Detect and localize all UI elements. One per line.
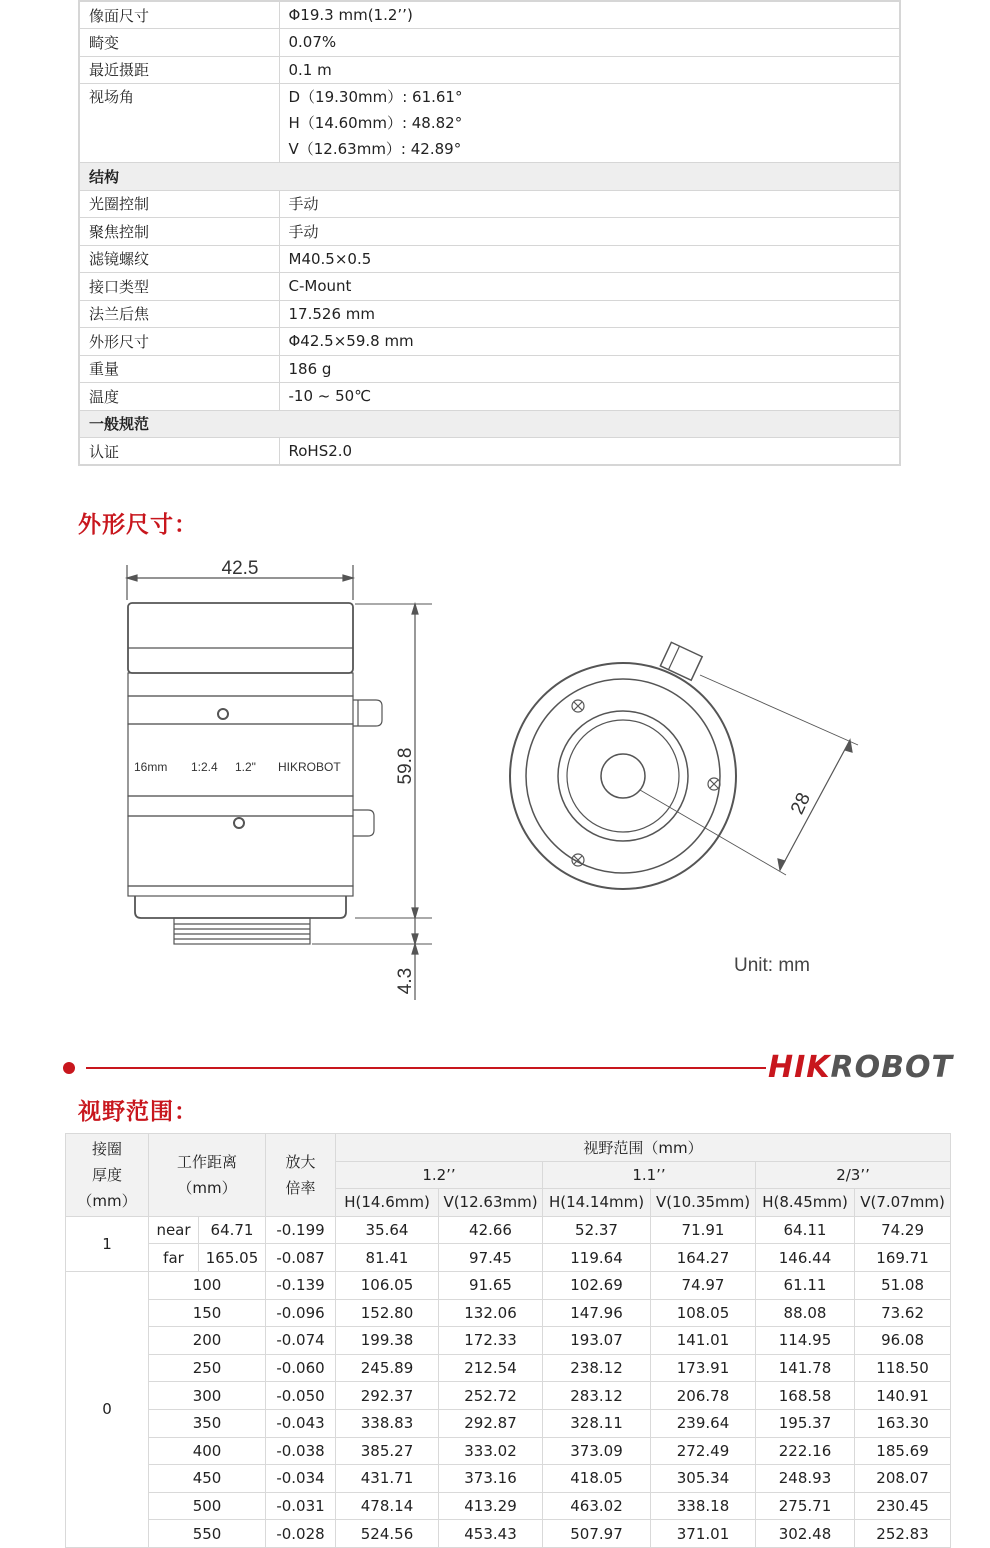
section-heading: 一般规范 xyxy=(79,410,900,438)
spec-value: C-Mount xyxy=(279,273,900,301)
unit-label: Unit: mm xyxy=(734,955,810,976)
cell: -0.096 xyxy=(266,1299,336,1327)
lens-aperture-text: 1:2.4 xyxy=(191,760,218,774)
spec-label: 重量 xyxy=(79,355,279,383)
format-1-1: 1.1’’ xyxy=(543,1161,756,1189)
spec-value: 手动 xyxy=(279,218,900,246)
cell: 71.91 xyxy=(651,1216,756,1244)
working-distance-cell: 500 xyxy=(149,1492,266,1520)
cell: 163.30 xyxy=(855,1409,951,1437)
spec-value: M40.5×0.5 xyxy=(279,245,900,273)
spec-row-filter xyxy=(79,245,900,273)
spec-value: 186 g xyxy=(279,355,900,383)
focus-knob xyxy=(353,700,382,726)
working-distance-cell: 150 xyxy=(149,1299,266,1327)
spec-row-fov xyxy=(79,84,900,163)
cell: 96.08 xyxy=(855,1327,951,1355)
lens-band xyxy=(128,673,353,696)
cell: 74.29 xyxy=(855,1216,951,1244)
cell: 61.11 xyxy=(756,1271,855,1299)
lens-drawing xyxy=(0,540,990,1020)
lens-top-ring xyxy=(128,603,353,673)
working-distance-cell: 450 xyxy=(149,1465,266,1493)
lock-screw-icon xyxy=(234,818,244,828)
cell: 413.29 xyxy=(439,1492,543,1520)
fov-d: D（19.30mm）: 61.61° xyxy=(288,88,463,106)
cell: 106.05 xyxy=(336,1271,439,1299)
sub-header: V(12.63mm) xyxy=(439,1189,543,1217)
cell: 91.65 xyxy=(439,1271,543,1299)
spec-row-flange xyxy=(79,300,900,328)
cell: 245.89 xyxy=(336,1354,439,1382)
cell: 385.27 xyxy=(336,1437,439,1465)
fov-row-near xyxy=(66,1216,951,1244)
spec-row-iris xyxy=(79,190,900,218)
cell: 193.07 xyxy=(543,1327,651,1355)
spec-row-image-size xyxy=(79,1,900,29)
front-tab xyxy=(660,642,702,680)
header-spacer: 接圈 厚度 （mm） xyxy=(66,1134,149,1217)
header-working-distance: 工作距离 （mm） xyxy=(149,1134,266,1217)
spec-label: 光圈控制 xyxy=(79,190,279,218)
cell: -0.043 xyxy=(266,1409,336,1437)
spec-row-temperature xyxy=(79,383,900,411)
height-label: 59.8 xyxy=(395,747,416,785)
sub-header: H(14.14mm) xyxy=(543,1189,651,1217)
fov-body xyxy=(66,1271,951,1547)
lens-bottom xyxy=(135,896,346,918)
spec-label: 像面尺寸 xyxy=(79,1,279,29)
cell: 169.71 xyxy=(855,1244,951,1272)
divider-dot xyxy=(63,1062,75,1074)
cell: 248.93 xyxy=(756,1465,855,1493)
far-label: far xyxy=(149,1244,199,1272)
lens-band xyxy=(128,696,353,724)
fov-header-row xyxy=(66,1134,951,1162)
fov-table-row xyxy=(66,1382,951,1410)
cell: 524.56 xyxy=(336,1520,439,1548)
spec-row-mount xyxy=(79,273,900,301)
lens-focal-text: 16mm xyxy=(134,760,168,774)
lens-band xyxy=(128,796,353,816)
dimensions-title: 外形尺寸： xyxy=(78,512,198,538)
cell: 239.64 xyxy=(651,1409,756,1437)
cell: 173.91 xyxy=(651,1354,756,1382)
sub-header: V(10.35mm) xyxy=(651,1189,756,1217)
fov-table-row xyxy=(66,1437,951,1465)
spec-row-focus xyxy=(79,218,900,246)
spec-label: 滤镜螺纹 xyxy=(79,245,279,273)
cell: 185.69 xyxy=(855,1437,951,1465)
working-distance-cell: 200 xyxy=(149,1327,266,1355)
fov-table-row xyxy=(66,1520,951,1548)
spec-row-mod xyxy=(79,56,900,84)
spec-value: 0.1 m xyxy=(279,56,900,84)
spec-value: Φ19.3 mm(1.2’’) xyxy=(279,1,900,29)
fov-table-row xyxy=(66,1465,951,1493)
format-2-3: 2/3’’ xyxy=(756,1161,951,1189)
spec-value: RoHS2.0 xyxy=(279,438,900,466)
cell: 52.37 xyxy=(543,1216,651,1244)
sub-header: H(14.6mm) xyxy=(336,1189,439,1217)
spec-row-weight xyxy=(79,355,900,383)
fov-table-row xyxy=(66,1271,951,1299)
spec-row-dimension xyxy=(79,328,900,356)
fov-row-far xyxy=(66,1244,951,1272)
format-1-2: 1.2’’ xyxy=(336,1161,543,1189)
cell: 199.38 xyxy=(336,1327,439,1355)
working-distance-cell: 300 xyxy=(149,1382,266,1410)
fov-table-row xyxy=(66,1327,951,1355)
cell: 328.11 xyxy=(543,1409,651,1437)
cell: 302.48 xyxy=(756,1520,855,1548)
cell: 292.37 xyxy=(336,1382,439,1410)
working-distance-cell: 250 xyxy=(149,1354,266,1382)
spec-row-distortion xyxy=(79,29,900,57)
cell: 230.45 xyxy=(855,1492,951,1520)
spec-label: 接口类型 xyxy=(79,273,279,301)
header-fov: 视野范围（mm） xyxy=(336,1134,951,1162)
cell: -0.199 xyxy=(266,1216,336,1244)
cell: 119.64 xyxy=(543,1244,651,1272)
cell: -0.050 xyxy=(266,1382,336,1410)
cell: 152.80 xyxy=(336,1299,439,1327)
cell: 81.41 xyxy=(336,1244,439,1272)
spec-label: 最近摄距 xyxy=(79,56,279,84)
cell: 97.45 xyxy=(439,1244,543,1272)
lock-screw-icon xyxy=(218,709,228,719)
cell: 418.05 xyxy=(543,1465,651,1493)
cell: -0.139 xyxy=(266,1271,336,1299)
brand-divider xyxy=(60,1048,960,1088)
fov-v: V（12.63mm）: 42.89° xyxy=(288,140,462,158)
spec-label: 认证 xyxy=(79,438,279,466)
lens-brand-text: HIKROBOT xyxy=(278,760,341,774)
cell: 463.02 xyxy=(543,1492,651,1520)
cell: -0.087 xyxy=(266,1244,336,1272)
cell: 118.50 xyxy=(855,1354,951,1382)
cell: 141.01 xyxy=(651,1327,756,1355)
divider-line xyxy=(86,1067,766,1069)
cell: -0.038 xyxy=(266,1437,336,1465)
mount-label: 4.3 xyxy=(395,967,416,995)
cell: 292.87 xyxy=(439,1409,543,1437)
cell: 64.11 xyxy=(756,1216,855,1244)
cell: 305.34 xyxy=(651,1465,756,1493)
sub-header: H(8.45mm) xyxy=(756,1189,855,1217)
header-magnification: 放大 倍率 xyxy=(266,1134,336,1217)
cell: 212.54 xyxy=(439,1354,543,1382)
cell: 164.27 xyxy=(651,1244,756,1272)
cell: 373.16 xyxy=(439,1465,543,1493)
width-label: 42.5 xyxy=(221,558,259,579)
cell: 35.64 xyxy=(336,1216,439,1244)
iris-knob xyxy=(353,810,374,836)
spec-value xyxy=(279,84,900,163)
front-outer-ring xyxy=(510,663,736,889)
cell: -0.060 xyxy=(266,1354,336,1382)
cell: 252.72 xyxy=(439,1382,543,1410)
sub-header: V(7.07mm) xyxy=(855,1189,951,1217)
cell: 238.12 xyxy=(543,1354,651,1382)
spec-row-cert xyxy=(79,438,900,466)
spec-label: 视场角 xyxy=(79,84,279,163)
spec-table xyxy=(78,0,901,466)
spec-value: Φ42.5×59.8 mm xyxy=(279,328,900,356)
section-general xyxy=(79,410,900,438)
hikrobot-logo: HIKROBOT xyxy=(768,1050,953,1085)
arrow xyxy=(343,575,353,581)
cell: 206.78 xyxy=(651,1382,756,1410)
cell: 275.71 xyxy=(756,1492,855,1520)
cell: 371.01 xyxy=(651,1520,756,1548)
section-heading: 结构 xyxy=(79,163,900,191)
fov-table-row xyxy=(66,1409,951,1437)
cell: 478.14 xyxy=(336,1492,439,1520)
fov-table-row xyxy=(66,1354,951,1382)
cell: 252.83 xyxy=(855,1520,951,1548)
cell: 102.69 xyxy=(543,1271,651,1299)
cell: -0.074 xyxy=(266,1327,336,1355)
lens-band xyxy=(128,886,353,896)
cell: -0.034 xyxy=(266,1465,336,1493)
cell: 114.95 xyxy=(756,1327,855,1355)
spacer-cell: 1 xyxy=(66,1216,149,1271)
cell: 373.09 xyxy=(543,1437,651,1465)
cell: 64.71 xyxy=(199,1216,266,1244)
spec-value: 手动 xyxy=(279,190,900,218)
cell: 132.06 xyxy=(439,1299,543,1327)
spec-label: 畸变 xyxy=(79,29,279,57)
cell: 141.78 xyxy=(756,1354,855,1382)
working-distance-cell: 550 xyxy=(149,1520,266,1548)
working-distance-cell: 400 xyxy=(149,1437,266,1465)
fov-title: 视野范围： xyxy=(78,1099,198,1125)
spec-value: 0.07% xyxy=(279,29,900,57)
near-label: near xyxy=(149,1216,199,1244)
spec-label: 法兰后焦 xyxy=(79,300,279,328)
front-lens-ring xyxy=(558,711,688,841)
section-structure xyxy=(79,163,900,191)
front-inner-ring xyxy=(526,679,720,873)
cell: 172.33 xyxy=(439,1327,543,1355)
lens-lower-ring xyxy=(128,816,353,886)
fov-table xyxy=(65,1133,951,1548)
cell: 42.66 xyxy=(439,1216,543,1244)
front-aperture xyxy=(601,754,645,798)
cell: 74.97 xyxy=(651,1271,756,1299)
cell: 73.62 xyxy=(855,1299,951,1327)
working-distance-cell: 100 xyxy=(149,1271,266,1299)
cell: 108.05 xyxy=(651,1299,756,1327)
spec-label: 聚焦控制 xyxy=(79,218,279,246)
cell: 195.37 xyxy=(756,1409,855,1437)
fov-h: H（14.60mm）: 48.82° xyxy=(288,114,463,132)
cell: 507.97 xyxy=(543,1520,651,1548)
cell: 453.43 xyxy=(439,1520,543,1548)
cell: 146.44 xyxy=(756,1244,855,1272)
cell: -0.031 xyxy=(266,1492,336,1520)
spec-value: 17.526 mm xyxy=(279,300,900,328)
arrow xyxy=(127,575,137,581)
cell: -0.028 xyxy=(266,1520,336,1548)
cell: 165.05 xyxy=(199,1244,266,1272)
cell: 283.12 xyxy=(543,1382,651,1410)
cell: 51.08 xyxy=(855,1271,951,1299)
cell: 431.71 xyxy=(336,1465,439,1493)
fov-table-row xyxy=(66,1299,951,1327)
lens-format-text: 1.2" xyxy=(235,760,256,774)
spacer-cell: 0 xyxy=(66,1271,149,1547)
spec-label: 温度 xyxy=(79,383,279,411)
fov-table-row xyxy=(66,1492,951,1520)
cell: 333.02 xyxy=(439,1437,543,1465)
cell: 168.58 xyxy=(756,1382,855,1410)
diameter-label: 28 xyxy=(787,789,815,818)
cell: 147.96 xyxy=(543,1299,651,1327)
cell: 222.16 xyxy=(756,1437,855,1465)
c-mount-thread xyxy=(174,918,310,944)
working-distance-cell: 350 xyxy=(149,1409,266,1437)
cell: 140.91 xyxy=(855,1382,951,1410)
spec-value: -10 ~ 50℃ xyxy=(279,383,900,411)
cell: 208.07 xyxy=(855,1465,951,1493)
cell: 338.18 xyxy=(651,1492,756,1520)
spec-label: 外形尺寸 xyxy=(79,328,279,356)
cell: 272.49 xyxy=(651,1437,756,1465)
cell: 338.83 xyxy=(336,1409,439,1437)
cell: 88.08 xyxy=(756,1299,855,1327)
